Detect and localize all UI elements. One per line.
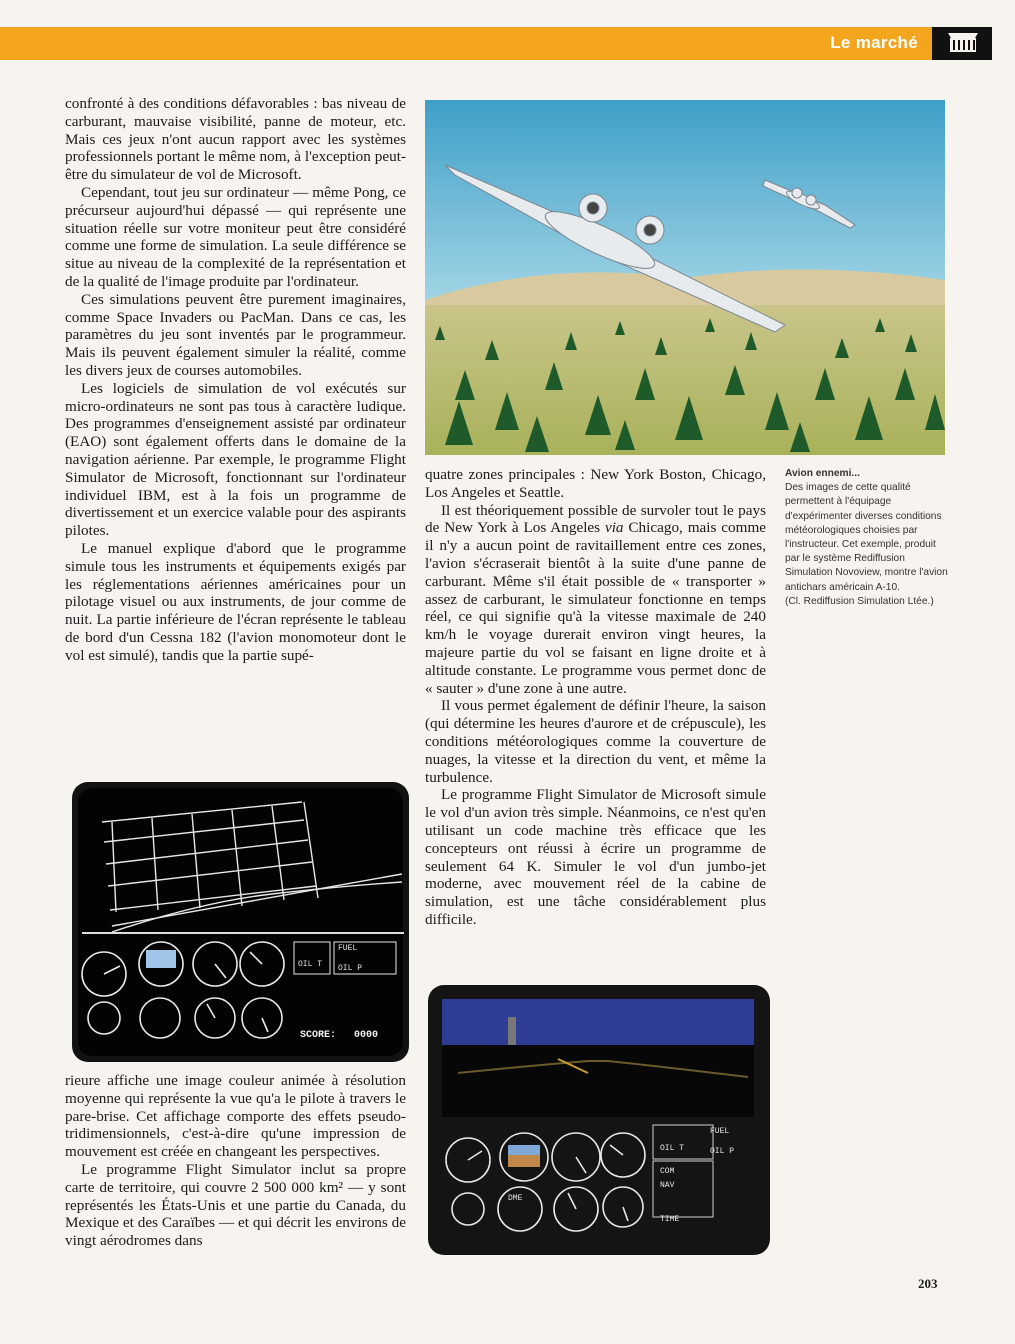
section-title: Le marché [830, 33, 918, 52]
paragraph: quatre zones principales : New York Boston, Chicago, Los Angeles et Seattle. [425, 466, 766, 501]
article-column-right [425, 466, 766, 929]
paragraph: Il vous permet également de définir l'heure, la saison (qui détermine les heures d'aurore et de crépuscule), les conditions météorologiques comme la couverture de nuages, la vitesse et la direction du vent, et même la turbulence. [425, 697, 766, 786]
panel-label: FUEL [338, 944, 358, 953]
panel-label: OIL T [298, 960, 323, 969]
panel-label: TIME [660, 1215, 680, 1224]
panel-label: DME [508, 1194, 523, 1203]
flight-simulator-screen-mono [72, 782, 409, 1062]
photo-caption [785, 467, 950, 609]
paragraph: Le programme Flight Simulator inclut sa propre carte de territoire, qui couvre 2 500 000 km² — y sont représentés les États-Unis et une partie du Canada, du Mexique et des Caraïbes — et qui décrit les environs de vingt aérodromes dans [65, 1160, 406, 1250]
score-label: SCORE: [300, 1030, 337, 1041]
flight-simulator-screen-color [428, 985, 770, 1255]
keyboard-icon [932, 27, 992, 60]
caption-title: Avion ennemi... [785, 468, 860, 479]
panel-label: NAV [660, 1181, 675, 1190]
paragraph: confronté à des conditions défavorables : bas niveau de carburant, mauvaise visibilité, panne de moteur, etc. Mais ces jeux n'ont aucun rapport avec les systèmes professionnels portant le même nom, à l'exception peut-être du simulateur de vol de Microsoft. [65, 95, 406, 184]
paragraph-text: Il est théoriquement possible de survoler tout le pays de New York à Los Angeles [425, 501, 766, 537]
panel-label: FUEL [710, 1127, 730, 1136]
paragraph: rieure affiche une image couleur animée à résolution moyenne qui représente la vue qu'a le pilote à travers le pare-brise. Cet affichage comporte des effets pseudo-tridimensionnels, c'est-à-dire qu'une impression de mouvement est créée en changeant les perspectives. [65, 1072, 406, 1161]
score-value: 0000 [354, 1030, 379, 1041]
paragraph: Le programme Flight Simulator de Microsoft simule le vol d'un avion très simple. Néanmoins, ce n'est qu'en utilisant un code machine très efficace que les concepteurs ont réussi à écrire un programme de seulement 64 K. Simuler le vol d'un jumbo-jet moderne, avec mouvement réel de la cabine de simulation, est une tâche considérablement plus difficile. [425, 786, 766, 928]
emphasis-via: via [604, 519, 624, 537]
paragraph: Les logiciels de simulation de vol exécutés sur micro-ordinateurs ne sont pas tous à caractère ludique. Des programmes d'enseignement assisté par ordinateur (EAO) sont également offerts dans le domaine de la navigation aérienne. Par exemple, le programme Flight Simulator de Microsoft, fonctionnant sur l'ordinateur individuel IBM, est à la fois un programme de divertissement et un exercice valable pour des aspirants pilotes. [65, 379, 406, 540]
paragraph: Ces simulations peuvent être purement imaginaires, comme Space Invaders ou PacMan. Dans ce cas, les paramètres du jeu sont inventés par le programmeur. Mais ils peuvent également simuler la réalité, comme les divers jeux de courses automobiles. [65, 290, 406, 379]
caption-credit: (Cl. Rediffusion Simulation Ltée.) [785, 595, 934, 607]
caption-body: Des images de cette qualité permettent à l'équipage d'expérimenter diverses conditions météorologiques choisies par l'instructeur. Cet exemple, produit par le système Rediffusion Simulation Novoview, montre l'avion antichars américain A-10. [785, 482, 948, 593]
paragraph: Le manuel explique d'abord que le programme simule tous les instruments et équipements exigés par les réglementations aériennes américaines pour un pilotage visuel ou aux instruments, de jour comme de nuit. La partie inférieure de l'écran représente le tableau de bord d'un Cessna 182 (l'avion monomoteur dont le vol est simulé), tandis que la partie supé- [65, 539, 406, 664]
article-column-left [65, 95, 406, 665]
article-column-left-bottom [65, 1072, 406, 1250]
a10-simulation-photo [425, 100, 945, 455]
paragraph: Cependant, tout jeu sur ordinateur — même Pong, ce précurseur aujourd'hui dépassé — qui représente une situation réelle sur votre moniteur peut être considéré comme une forme de simulation. La seule différence se situe au niveau de la complexité de la représentation et de la qualité de l'image produite par l'ordinateur. [65, 183, 406, 290]
paragraph [425, 502, 766, 698]
panel-label: OIL P [338, 964, 363, 973]
paragraph-text: Chicago, mais comme il n'y a aucun point de ravitaillement entre ces zones, l'avion s'écraserait bientôt à la suite d'une panne de carburant. Même s'il était possible de « transporter » assez de carburant, le simulateur fonctionne en temps réel, ce qui signifie qu'à la vitesse maximale de 240 km/h le voyage durerait environ vingt heures, la majeure partie du vol se faisant en ligne droite et à altitude constante. Le programme vous permet donc de « sauter » d'une zone à une autre. [425, 519, 767, 697]
panel-label: OIL T [660, 1144, 685, 1153]
panel-label: OIL P [710, 1147, 735, 1156]
section-icon-box [932, 27, 992, 60]
panel-label: COM [660, 1167, 675, 1176]
page-number: 203 [918, 1276, 938, 1291]
section-header-band [0, 27, 932, 60]
